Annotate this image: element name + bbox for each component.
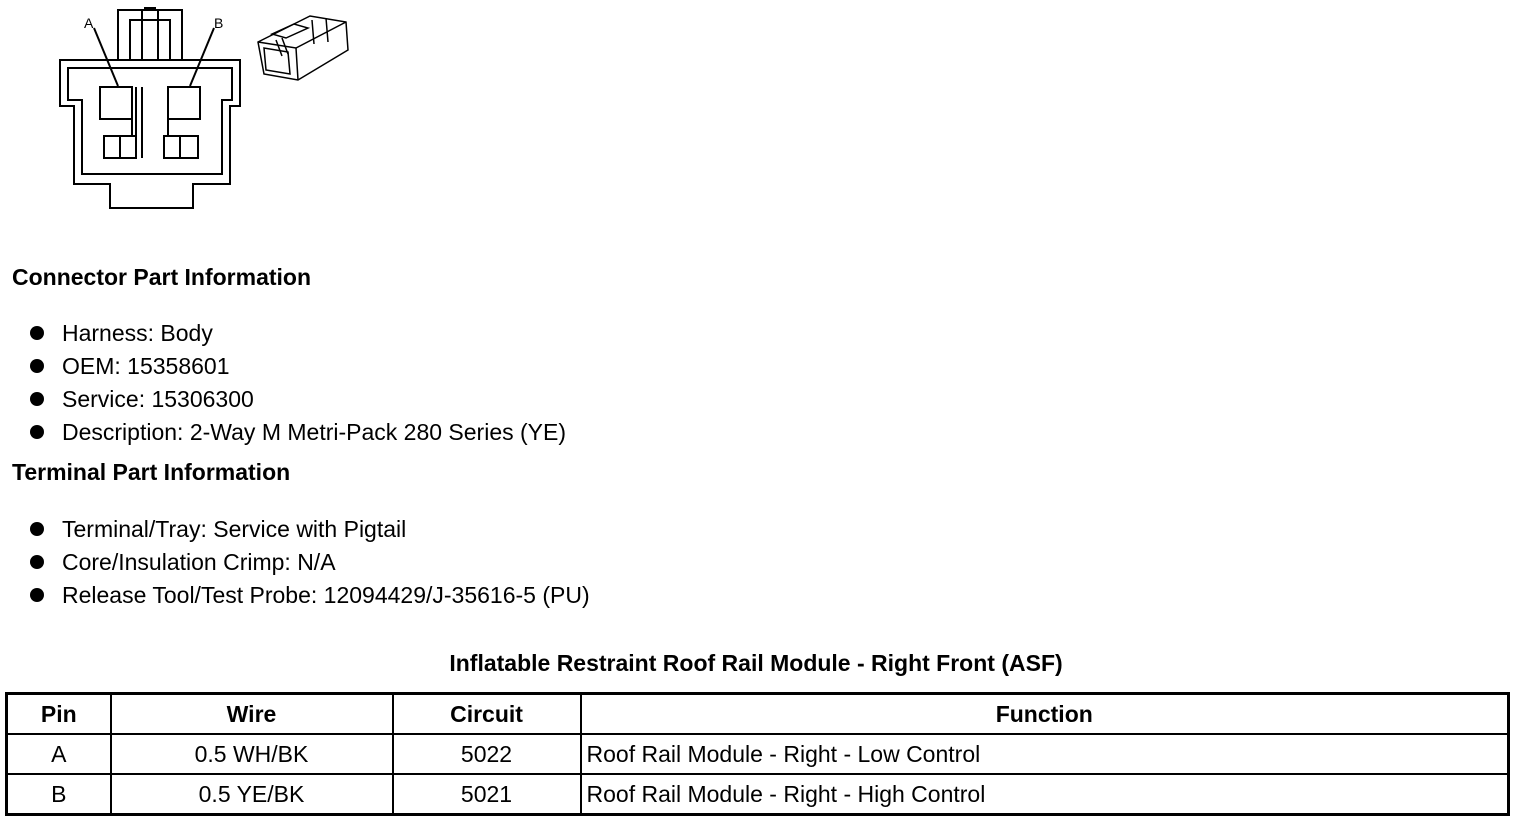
pin-a-leader (94, 28, 118, 86)
col-header-wire: Wire (111, 694, 393, 735)
col-header-pin: Pin (7, 694, 111, 735)
connector-thumbnail (258, 16, 348, 80)
list-item: Terminal/Tray: Service with Pigtail (30, 514, 590, 547)
pin-a-label: A (84, 15, 94, 31)
table-row (7, 734, 1509, 774)
table-title: Inflatable Restraint Roof Rail Module - Right Front (ASF) (449, 650, 1063, 676)
cell-circuit: 5021 (393, 774, 581, 815)
housing-inner (68, 68, 232, 174)
pinout-table (5, 692, 1510, 816)
list-item: OEM: 15358601 (30, 351, 566, 384)
bullet-icon (30, 588, 44, 602)
terminal-part-info-heading: Terminal Part Information (12, 459, 291, 485)
cell-wire: 0.5 WH/BK (111, 734, 393, 774)
pin-b-label: B (214, 15, 224, 31)
connector-part-info-heading: Connector Part Information (12, 264, 312, 290)
connector-face-diagram (50, 4, 360, 216)
cell-circuit: 5022 (393, 734, 581, 774)
terminal-part-info-list (30, 514, 590, 613)
terminal-slot-a (104, 119, 136, 158)
pin-b-leader (190, 28, 214, 86)
list-item: Service: 15306300 (30, 384, 566, 417)
list-item: Description: 2-Way M Metri-Pack 280 Series (YE) (30, 417, 566, 450)
table-header-row (7, 694, 1509, 735)
bullet-icon (30, 326, 44, 340)
cell-function: Roof Rail Module - Right - High Control (581, 774, 1509, 815)
connector-part-info-list (30, 318, 566, 450)
list-item: Release Tool/Test Probe: 12094429/J-35616-5 (PU) (30, 580, 590, 613)
cell-pin: A (7, 734, 111, 774)
list-item: Core/Insulation Crimp: N/A (30, 547, 590, 580)
col-header-function: Function (581, 694, 1509, 735)
housing-body (60, 60, 240, 208)
table-row (7, 774, 1509, 815)
col-header-circuit: Circuit (393, 694, 581, 735)
cavity-a (100, 87, 132, 119)
list-item: Harness: Body (30, 318, 566, 351)
cell-wire: 0.5 YE/BK (111, 774, 393, 815)
bullet-icon (30, 359, 44, 373)
latch (118, 8, 182, 60)
cavity-b (168, 87, 200, 119)
bullet-icon (30, 392, 44, 406)
bullet-icon (30, 425, 44, 439)
cell-pin: B (7, 774, 111, 815)
cell-function: Roof Rail Module - Right - Low Control (581, 734, 1509, 774)
bullet-icon (30, 522, 44, 536)
bullet-icon (30, 555, 44, 569)
terminal-slot-b (164, 119, 198, 158)
